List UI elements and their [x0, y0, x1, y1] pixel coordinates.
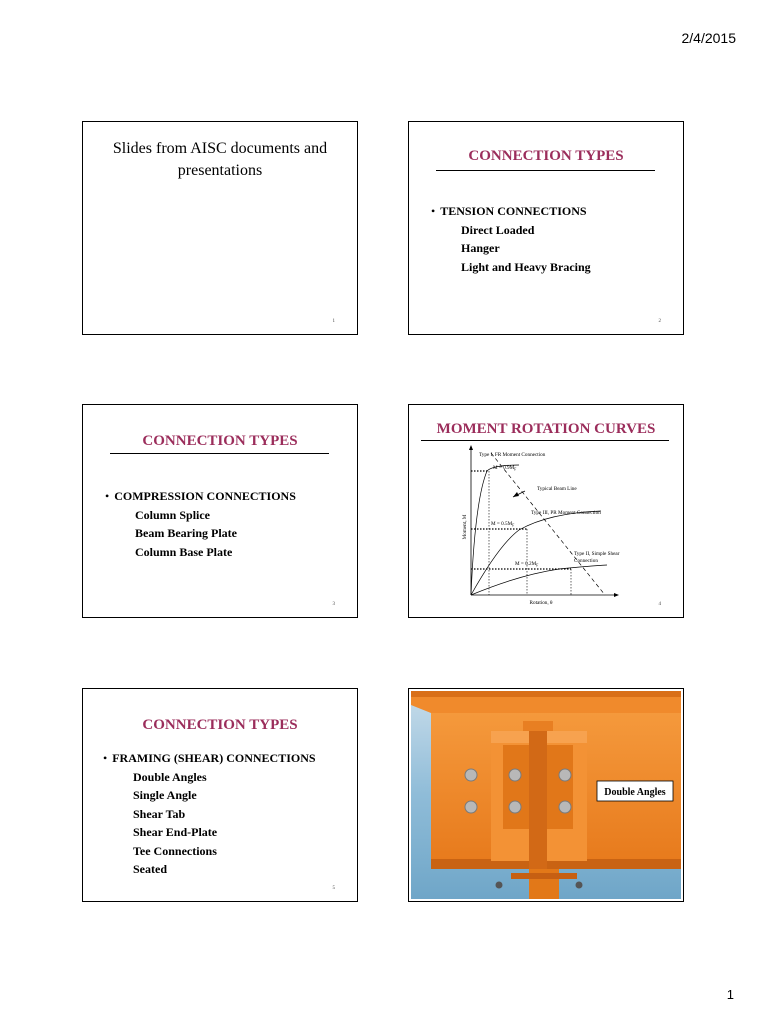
m05-text: M = 0.5M [491, 521, 513, 527]
type-2-label-2: Connection [574, 558, 598, 564]
bullet-item [431, 202, 591, 221]
m05-subscript: F [512, 523, 515, 528]
m09-text: M = 0.9M [493, 465, 515, 471]
sub-item: Hanger [461, 241, 500, 255]
bolt [559, 769, 571, 781]
m02-text: M = 0.2M [515, 561, 537, 567]
m09-label [493, 465, 516, 472]
m09-subscript: F [514, 467, 517, 472]
bullet-list [105, 487, 296, 561]
slide-6 [408, 688, 684, 902]
x-axis-label: Rotation, θ [529, 600, 553, 606]
bolt [465, 801, 477, 813]
type-1-label: Type I, FR Moment Connection [479, 452, 546, 458]
page-date: 2/4/2015 [681, 30, 736, 46]
slide-number: 1 [332, 319, 335, 324]
sub-item: Beam Bearing Plate [135, 526, 237, 540]
base-plate [511, 873, 577, 879]
connection-cap [523, 721, 553, 731]
x-axis-arrow [614, 593, 619, 597]
nut [576, 882, 583, 889]
slide-number: 2 [658, 319, 661, 324]
bolt [509, 801, 521, 813]
type-2-curve [471, 565, 607, 595]
bullet-text: FRAMING (SHEAR) CONNECTIONS [112, 751, 316, 765]
slide-2 [408, 121, 684, 335]
slide-title: Slides from AISC documents and presentations [112, 140, 328, 179]
beam-line-label: Typical Beam Line [537, 486, 577, 492]
m02-subscript: F [536, 563, 539, 568]
sub-item: Shear End-Plate [133, 825, 218, 839]
m05-label [491, 521, 514, 528]
slide-3 [82, 404, 358, 618]
flange-edge [411, 691, 681, 697]
callout-label: Double Angles [604, 787, 666, 798]
bullet-text: COMPRESSION CONNECTIONS [114, 489, 296, 503]
slide-1 [82, 121, 358, 335]
sub-item: Shear Tab [133, 806, 186, 821]
y-axis-label: Moment, M [462, 514, 468, 540]
y-axis-arrow [469, 445, 473, 450]
type-2-label-1: Type II, Simple Shear [574, 551, 620, 557]
bolt [559, 801, 571, 813]
bolt [509, 769, 521, 781]
slide-title: CONNECTION TYPES [142, 717, 298, 733]
bullet-item [105, 487, 296, 506]
right-angle [547, 745, 573, 829]
type-3-label: Type III, PR Moment Connection [531, 510, 601, 516]
beam-line-leader-arrow [513, 492, 519, 497]
sub-item: Tee Connections [133, 843, 217, 858]
type-1-curve [471, 465, 519, 595]
nut [496, 882, 503, 889]
page-number: 1 [726, 987, 734, 1002]
connection-web [529, 721, 547, 871]
bullet-item [103, 749, 316, 768]
bullet-list [103, 749, 316, 879]
sub-item: Direct Loaded [461, 222, 535, 237]
title-rule [110, 453, 329, 454]
title-rule [436, 170, 655, 171]
bullet-text: TENSION CONNECTIONS [440, 204, 587, 218]
sub-item: Column Splice [135, 507, 211, 522]
sub-item: Double Angles [133, 769, 207, 784]
bolt [465, 769, 477, 781]
slide-number: 5 [332, 886, 335, 891]
sub-item: Column Base Plate [135, 544, 233, 559]
steel-connection-photo [411, 691, 681, 899]
bullet-list [431, 202, 591, 276]
sub-item: Light and Heavy Bracing [461, 259, 591, 274]
sub-item: Seated [133, 862, 167, 876]
m02-label [515, 561, 538, 568]
moment-rotation-diagram [409, 405, 685, 619]
slide-title: CONNECTION TYPES [468, 148, 624, 164]
slide-5 [82, 688, 358, 902]
sub-item: Single Angle [133, 788, 197, 802]
slide-4 [408, 404, 684, 618]
left-angle [503, 745, 529, 829]
slide-number: 4 [658, 602, 661, 607]
slide-title: MOMENT ROTATION CURVES [436, 421, 656, 437]
bullet-dot: • [105, 489, 110, 503]
slide-number: 3 [332, 602, 335, 607]
bullet-dot: • [431, 204, 436, 218]
bullet-dot: • [103, 751, 108, 765]
slide-title: CONNECTION TYPES [142, 433, 298, 449]
